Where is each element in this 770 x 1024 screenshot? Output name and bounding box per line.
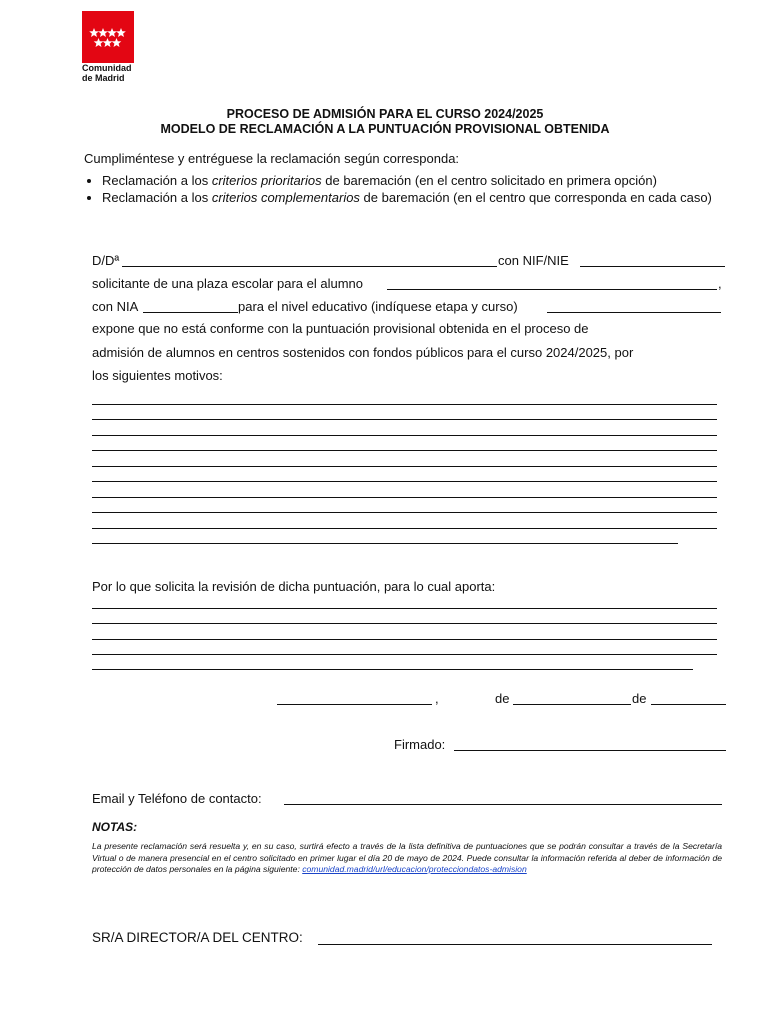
intro-text: Cumpliméntese y entréguese la reclamación según corresponda: (84, 151, 460, 166)
motivos-line[interactable] (92, 543, 678, 544)
motivos-line[interactable] (92, 481, 717, 482)
motivos-line[interactable] (92, 466, 717, 467)
nif-label: con NIF/NIE (498, 253, 569, 268)
aporta-line[interactable] (92, 669, 693, 670)
firmado-label: Firmado: (394, 737, 446, 752)
director-label: SR/A DIRECTOR/A DEL CENTRO: (92, 930, 303, 945)
title-line-1: PROCESO DE ADMISIÓN PARA EL CURSO 2024/2025 (226, 107, 544, 121)
contacto-field[interactable] (284, 804, 722, 805)
day-field[interactable] (513, 704, 631, 705)
motivos-label: los siguientes motivos: (92, 368, 223, 383)
notes-text (92, 841, 722, 876)
motivos-line[interactable] (92, 528, 717, 529)
comma: , (718, 276, 722, 291)
aporta-line[interactable] (92, 623, 717, 624)
aporta-line[interactable] (92, 608, 717, 609)
criteria-item: • Reclamación a los criterios prioritarios de baremación (en el centro solicitado en primera opción) (102, 173, 742, 189)
motivos-line[interactable] (92, 512, 717, 513)
motivos-line[interactable] (92, 435, 717, 436)
expone-line-2: admisión de alumnos en centros sostenidos con fondos públicos para el curso 2024/2025, por (92, 345, 634, 360)
motivos-line[interactable] (92, 419, 717, 420)
alumno-field[interactable] (387, 289, 717, 290)
place-field[interactable] (277, 704, 432, 705)
signature-field[interactable] (454, 750, 726, 751)
logo-line-1: Comunidad (82, 63, 132, 73)
month-field[interactable] (651, 704, 726, 705)
aporta-line[interactable] (92, 639, 717, 640)
nivel-field[interactable] (547, 312, 721, 313)
nivel-label: para el nivel educativo (indíquese etapa y curso) (238, 299, 518, 314)
de-label-2: de (632, 691, 647, 706)
date-comma: , (435, 691, 439, 706)
solicita-label: Por lo que solicita la revisión de dicha puntuación, para lo cual aporta: (92, 579, 496, 594)
aporta-line[interactable] (92, 654, 717, 655)
comunidad-madrid-logo (82, 11, 134, 63)
director-field[interactable] (318, 944, 712, 945)
dd-label: D/Dª (92, 253, 120, 268)
solicitante-label: solicitante de una plaza escolar para el alumno (92, 276, 364, 291)
logo-text (82, 63, 132, 83)
criteria-item: • Reclamación a los criterios complementarios de baremación (en el centro que corresponda en cada caso) (102, 190, 742, 206)
logo-line-2: de Madrid (82, 73, 125, 83)
privacy-link[interactable]: comunidad.madrid/url/educacion/protecciondatos-admision (302, 864, 527, 874)
name-field[interactable] (122, 266, 497, 267)
title-line-2: MODELO DE RECLAMACIÓN A LA PUNTUACIÓN PROVISIONAL OBTENIDA (160, 122, 610, 136)
nia-label: con NIA (92, 299, 139, 314)
nia-field[interactable] (143, 312, 238, 313)
nif-field[interactable] (580, 266, 725, 267)
motivos-line[interactable] (92, 497, 717, 498)
criteria-list (84, 173, 742, 207)
contacto-label: Email y Teléfono de contacto: (92, 791, 262, 806)
motivos-line[interactable] (92, 450, 717, 451)
de-label-1: de (495, 691, 510, 706)
stars-icon (82, 11, 134, 63)
notes-heading: NOTAS: (92, 820, 138, 834)
notes-body: La presente reclamación será resuelta y, en su caso, surtirá efecto a través de la lista definitiva de puntuaciones que se podrán consultar a través de la Secretaría Virtual o de manera presencial en el centro solicitado en primer lugar el día 20 de mayo de 2024. Puede consultar la información referida al deber de información de protección de datos personales en la página siguiente: (92, 841, 722, 874)
expone-line-1: expone que no está conforme con la puntuación provisional obtenida en el proceso de (92, 321, 589, 336)
motivos-line[interactable] (92, 404, 717, 405)
